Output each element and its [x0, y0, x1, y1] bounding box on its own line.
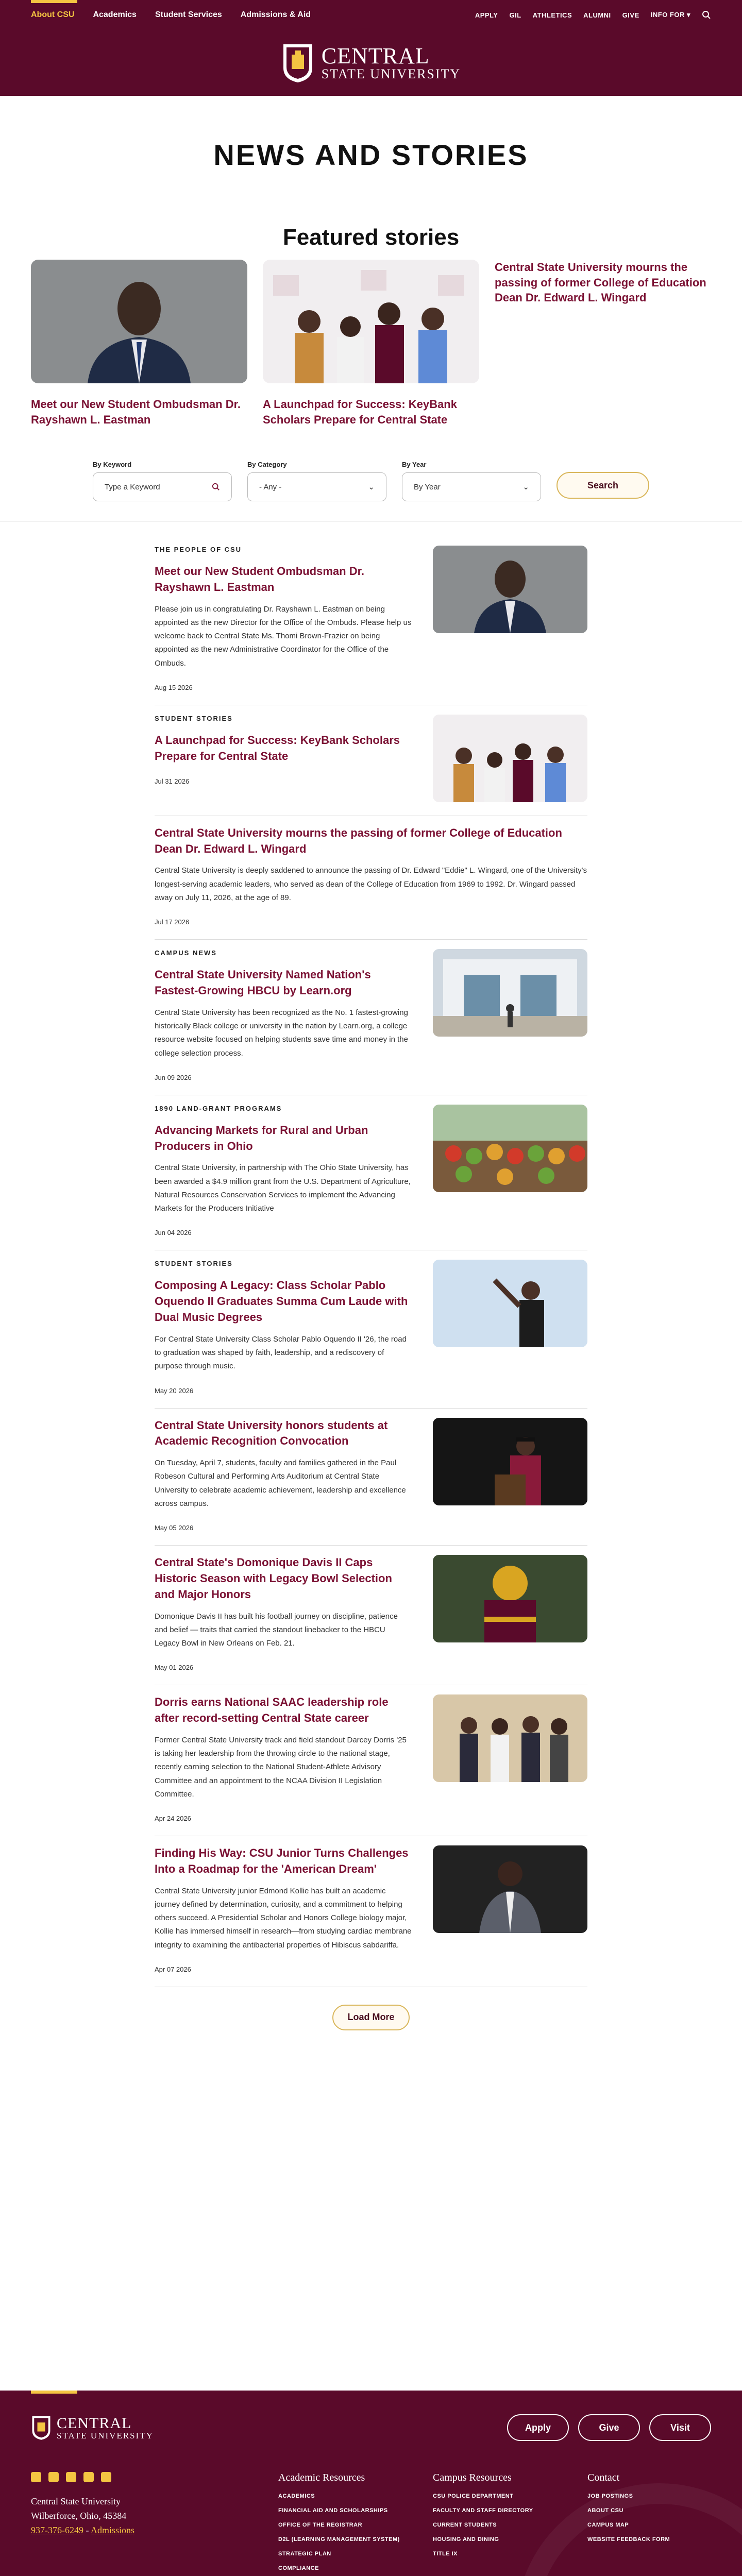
chevron-down-icon: ⌄: [522, 483, 529, 492]
article-thumbnail[interactable]: [433, 949, 587, 1037]
footer-link[interactable]: CAMPUS MAP: [587, 2522, 629, 2528]
footer-link[interactable]: OFFICE OF THE REGISTRAR: [278, 2522, 363, 2528]
footer-link[interactable]: JOB POSTINGS: [587, 2493, 633, 2499]
article-summary: For Central State University Class Scholar Pablo Oquendo II '26, the road to graduation was shaped by faith, leadership, and a rediscovery of purpose through music.: [155, 1334, 407, 1371]
util-apply[interactable]: APPLY: [475, 11, 498, 19]
article-thumbnail[interactable]: [433, 1845, 587, 1933]
footer-link[interactable]: ABOUT CSU: [587, 2507, 623, 2514]
facebook-icon[interactable]: [31, 2472, 41, 2482]
youtube-icon[interactable]: [83, 2472, 94, 2482]
article-item: [155, 816, 587, 940]
university-seal-icon[interactable]: [281, 42, 314, 83]
search-icon: [212, 483, 220, 491]
article-summary: Please join us in congratulating Dr. Rayshawn L. Eastman on being appointed as the new Director for the Office of the Ombuds. Please help us welcome back to Central State Ms. Thomi Brown-Frazier on being appointed as the new Administrative Coordinator for the Office of the Ombuds.: [155, 604, 412, 668]
article-summary: Central State University, in partnership with The Ohio State University, has been awarded a $4.9 million grant from the U.S. Department of Agriculture, Natural Resources Conservation Services to implement the Advancing Markets for the Producers Initiative: [155, 1163, 411, 1213]
load-more-button[interactable]: Load More: [332, 2005, 410, 2030]
article-thumbnail[interactable]: [433, 1418, 587, 1505]
nav-admissions-aid[interactable]: Admissions & Aid: [240, 10, 311, 19]
apply-button[interactable]: Apply: [507, 2414, 569, 2441]
instagram-icon[interactable]: [66, 2472, 76, 2482]
article-list: [155, 522, 587, 2030]
article-item: [155, 1836, 587, 1987]
category-value: - Any -: [259, 482, 282, 492]
article-summary: Central State University has been recognized as the No. 1 fastest-growing historically Black college or university in the nation by Learn.org, a college resource website focused on helping students save time and money in the college selection process.: [155, 1008, 408, 1058]
footer-link[interactable]: TITLE IX: [433, 2551, 458, 2557]
featured-title: Featured stories: [282, 225, 460, 250]
featured-image-group[interactable]: [263, 260, 479, 383]
brand-line1: CENTRAL: [321, 43, 430, 69]
util-give[interactable]: GIVE: [622, 11, 639, 19]
footer-link[interactable]: STRATEGIC PLAN: [278, 2551, 331, 2557]
article-title[interactable]: Central State University Named Nation's Fastest-Growing HBCU by Learn.org: [155, 968, 371, 997]
footer-link[interactable]: COMPLIANCE: [278, 2565, 319, 2571]
keyword-filter: [93, 461, 232, 501]
footer-link[interactable]: ACADEMICS: [278, 2493, 315, 2499]
article-summary: Domonique Davis II has built his football journey on discipline, patience and belief — traits that carried the standout linebacker to the HBCU Legacy Bowl in New Orleans on Feb. 21.: [155, 1612, 398, 1648]
social-links: [31, 2472, 278, 2482]
article-date: Apr 07 2026: [155, 1965, 191, 1973]
keyword-input[interactable]: [93, 472, 232, 501]
article-item: [155, 940, 587, 1095]
footer-col-title: Academic Resources: [278, 2472, 365, 2483]
article-item: [155, 1095, 587, 1251]
keyword-placeholder: Type a Keyword: [105, 482, 160, 492]
category-filter: [247, 461, 386, 501]
twitter-icon[interactable]: [48, 2472, 59, 2482]
article-item: [155, 1685, 587, 1836]
utility-nav: [475, 10, 711, 20]
article-date: Jun 09 2026: [155, 1073, 192, 1081]
nav-student-services[interactable]: Student Services: [155, 10, 222, 19]
featured-card[interactable]: [495, 260, 711, 445]
year-filter: [402, 461, 541, 501]
article-summary: Central State University is deeply saddened to announce the passing of Dr. Edward "Eddie" L. Wingard, one of the University's longest-serving academic leaders, who served as dean of the College of Education from 1969 to 1992. Dr. Wingard passed away on July 11, 2026, at the age of 89.: [155, 866, 587, 902]
util-info-for[interactable]: INFO FOR ▾: [650, 11, 690, 19]
footer-cta-buttons: [507, 2414, 711, 2441]
footer-link[interactable]: FACULTY AND STAFF DIRECTORY: [433, 2507, 533, 2514]
footer-brand-line2: STATE UNIVERSITY: [57, 2430, 154, 2441]
featured-stories: [0, 260, 742, 445]
brand-wordmark[interactable]: [322, 45, 461, 81]
util-alumni[interactable]: ALUMNI: [583, 11, 611, 19]
article-item: [155, 1546, 587, 1685]
article-item: [155, 536, 587, 705]
article-item: [155, 705, 587, 816]
footer-link[interactable]: HOUSING AND DINING: [433, 2536, 499, 2543]
article-thumbnail[interactable]: [433, 1555, 587, 1642]
top-navigation-bar: [0, 0, 742, 30]
footer-address: Central State University Wilberforce, Ohio, 45384 937-376-6249 - Admissions: [31, 2495, 278, 2538]
article-date: May 01 2026: [155, 1664, 194, 1672]
year-label: By Year: [402, 461, 427, 468]
brand-header: [0, 30, 742, 96]
footer-link[interactable]: FINANCIAL AID AND SCHOLARSHIPS: [278, 2507, 388, 2514]
article-title[interactable]: A Launchpad for Success: KeyBank Scholars Prepare for Central State: [155, 733, 400, 762]
featured-card[interactable]: [263, 260, 479, 445]
article-title[interactable]: Central State's Domonique Davis II Caps Historic Season with Legacy Bowl Selection and Major Honors: [155, 1556, 392, 1601]
chevron-down-icon: ⌄: [368, 483, 375, 492]
article-summary: Central State University junior Edmond Kollie has built an academic journey defined by determination, curiosity, and a commitment to helping others succeed. A Presidential Scholar and Honors College biology major, Kollie has immersed himself in research—from studying cardiac membrane integrity to examining the antibacterial properties of Hibiscus sabdariffa.: [155, 1886, 412, 1950]
article-title[interactable]: Dorris earns National SAAC leadership role after record-setting Central State career: [155, 1696, 389, 1725]
visit-button[interactable]: Visit: [649, 2414, 711, 2441]
site-footer: [0, 2391, 742, 2576]
article-date: Jul 31 2026: [155, 777, 190, 786]
footer-link[interactable]: D2L (LEARNING MANAGEMENT SYSTEM): [278, 2536, 400, 2543]
page-title: NEWS AND STORIES: [213, 139, 529, 171]
university-seal-icon: [31, 2415, 52, 2441]
give-button[interactable]: Give: [578, 2414, 640, 2441]
article-thumbnail[interactable]: [433, 546, 587, 633]
category-label: By Category: [247, 461, 287, 468]
featured-title-3[interactable]: Central State University mourns the passing of former College of Education Dean Dr. Edward L. Wingard: [495, 261, 706, 304]
footer-link[interactable]: CURRENT STUDENTS: [433, 2522, 497, 2528]
util-athletics[interactable]: ATHLETICS: [532, 11, 572, 19]
category-select[interactable]: [247, 472, 386, 501]
admissions-link[interactable]: Admissions: [91, 2524, 135, 2535]
article-title[interactable]: Meet our New Student Ombudsman Dr. Rayshawn L. Eastman: [155, 565, 365, 594]
featured-image-portrait[interactable]: [31, 260, 247, 383]
phone-link[interactable]: 937-376-6249: [31, 2524, 83, 2535]
article-category: THE PEOPLE OF CSU: [155, 546, 242, 553]
article-title[interactable]: Central State University mourns the passing of former College of Education Dean Dr. Edward L. Wingard: [155, 826, 562, 855]
search-button[interactable]: Search: [556, 472, 649, 499]
article-date: Jul 17 2026: [155, 918, 190, 926]
footer-link[interactable]: WEBSITE FEEDBACK FORM: [587, 2536, 670, 2543]
article-category: CAMPUS NEWS: [155, 949, 217, 957]
article-item: [155, 1250, 587, 1408]
filter-bar: [0, 445, 742, 521]
footer-wordmark: [57, 2416, 154, 2440]
featured-card[interactable]: [31, 260, 247, 445]
footer-col-title: Contact: [587, 2472, 620, 2483]
article-summary: On Tuesday, April 7, students, faculty and families gathered in the Paul Robeson Cultural and Performing Arts Auditorium at Central State University to celebrate academic achievement, leadership and excellence across campus.: [155, 1459, 406, 1508]
address-line2: Wilberforce, Ohio, 45384: [31, 2510, 127, 2521]
brand-line2: STATE UNIVERSITY: [321, 66, 461, 81]
keyword-label: By Keyword: [93, 461, 132, 468]
featured-title-1[interactable]: Meet our New Student Ombudsman Dr. Rayshawn L. Eastman: [31, 398, 241, 426]
footer-col-academic: [278, 2472, 433, 2576]
article-date: May 20 2026: [155, 1386, 194, 1395]
article-category: STUDENT STORIES: [155, 714, 233, 722]
article-title[interactable]: Finding His Way: CSU Junior Turns Challenges Into a Roadmap for the 'American Dream': [155, 1846, 409, 1875]
article-summary: Former Central State University track and field standout Darcey Dorris '25 is taking her leadership from the throwing circle to the national stage, recently earning selection to the National Student-Athlete Advisory Committee and an appointment to the NCAA Division II Legislation Committee.: [155, 1735, 407, 1799]
year-value: By Year: [414, 482, 441, 492]
article-item: [155, 1409, 587, 1546]
main-nav: [31, 10, 311, 20]
footer-logo[interactable]: [31, 2415, 154, 2441]
article-date: Aug 15 2026: [155, 683, 193, 691]
article-thumbnail[interactable]: [433, 1260, 587, 1347]
active-indicator: [31, 0, 77, 3]
nav-about-csu[interactable]: About CSU: [31, 10, 75, 19]
article-thumbnail[interactable]: [433, 1105, 587, 1192]
article-date: May 05 2026: [155, 1524, 194, 1532]
article-category: 1890 LAND-GRANT PROGRAMS: [155, 1104, 282, 1112]
article-title[interactable]: Composing A Legacy: Class Scholar Pablo Oquendo II Graduates Summa Cum Laude with Dual Music Degrees: [155, 1279, 408, 1324]
util-gil[interactable]: GIL: [509, 11, 521, 19]
search-icon[interactable]: [702, 10, 711, 20]
article-title[interactable]: Advancing Markets for Rural and Urban Producers in Ohio: [155, 1123, 368, 1153]
featured-title-2[interactable]: A Launchpad for Success: KeyBank Scholars Prepare for Central State: [263, 398, 457, 426]
article-title[interactable]: Central State University honors students at Academic Recognition Convocation: [155, 1418, 388, 1448]
nav-academics[interactable]: Academics: [93, 10, 137, 19]
article-category: STUDENT STORIES: [155, 1260, 233, 1268]
footer-brand-line1: CENTRAL: [57, 2414, 132, 2432]
address-line1: Central State University: [31, 2496, 121, 2506]
footer-col-title: Campus Resources: [433, 2472, 512, 2483]
footer-link[interactable]: CSU POLICE DEPARTMENT: [433, 2493, 514, 2499]
year-select[interactable]: [402, 472, 541, 501]
article-thumbnail[interactable]: [433, 1694, 587, 1782]
article-thumbnail[interactable]: [433, 715, 587, 802]
article-date: Apr 24 2026: [155, 1815, 191, 1823]
article-date: Jun 04 2026: [155, 1229, 192, 1237]
linkedin-icon[interactable]: [101, 2472, 111, 2482]
